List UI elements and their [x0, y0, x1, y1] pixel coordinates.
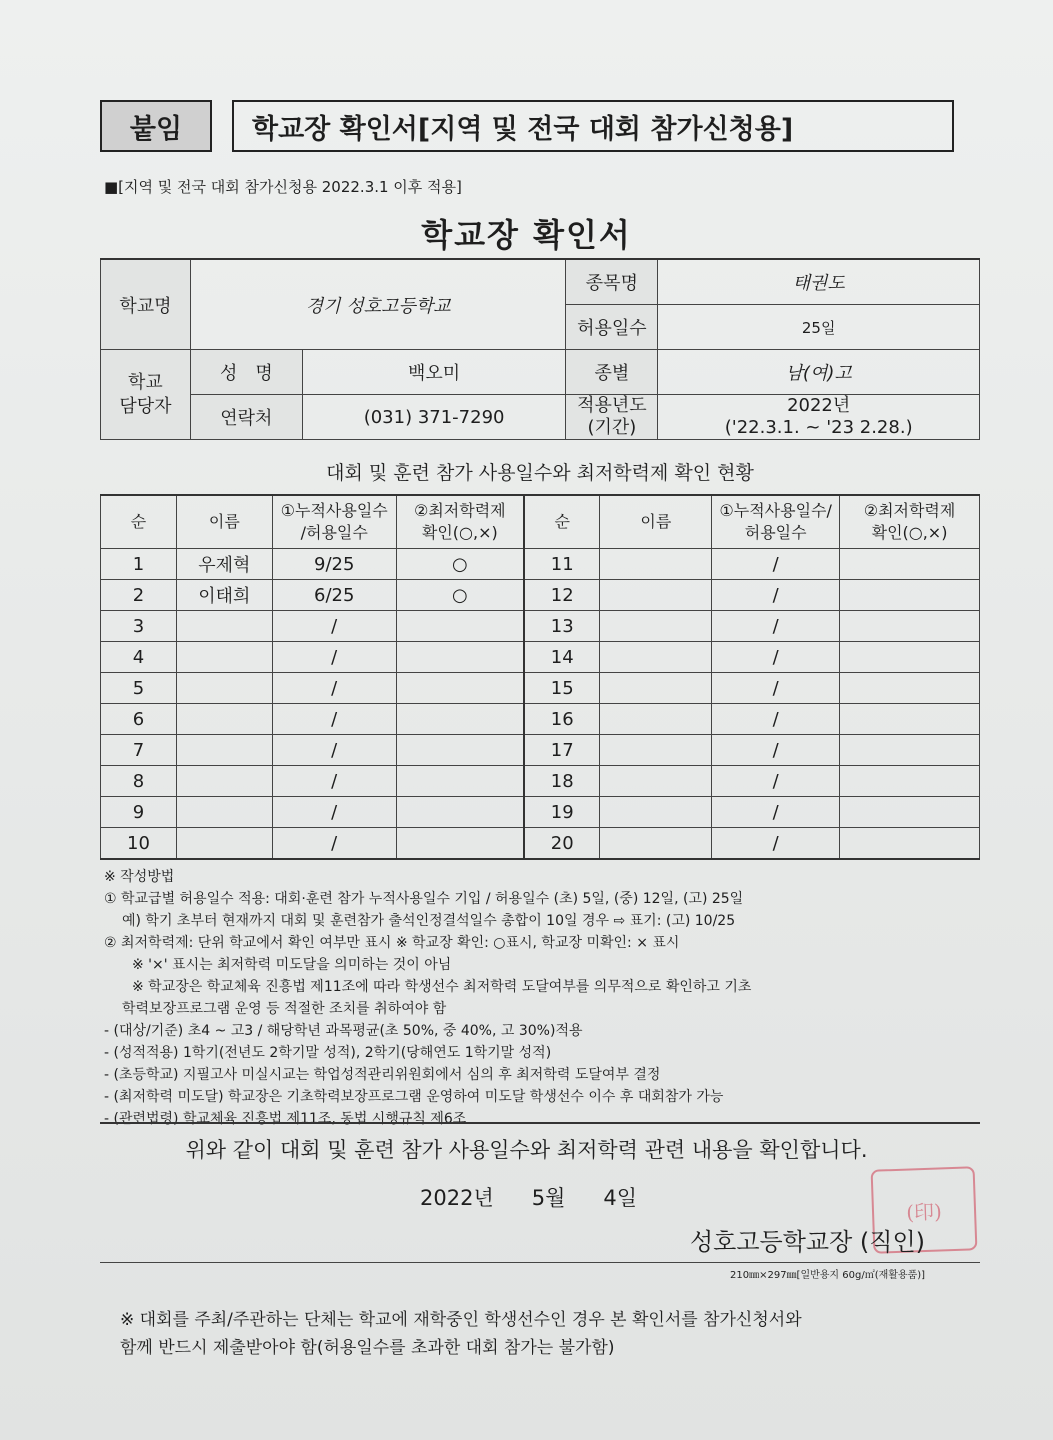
- sport-value: 태권도: [658, 259, 980, 305]
- cell-no: 12: [524, 580, 600, 611]
- allowed-days-value: 25일: [658, 305, 980, 350]
- cell-name: [176, 735, 272, 766]
- cell-days: /: [712, 828, 840, 860]
- cell-days: /: [272, 673, 396, 704]
- header-days-right: ①누적사용일수/ 허용일수: [712, 495, 840, 549]
- cell-no: 3: [101, 611, 177, 642]
- school-label: 학교명: [101, 259, 191, 350]
- instructions: [104, 866, 984, 1130]
- cell-name: [176, 797, 272, 828]
- note-line: - (성적적용) 1학기(전년도 2학기말 성적), 2학기(당해연도 1학기말 성적): [104, 1045, 552, 1061]
- date-month: 5월: [531, 1186, 566, 1210]
- cell-no: 14: [524, 642, 600, 673]
- cell-days: /: [272, 642, 396, 673]
- cell-name: [176, 611, 272, 642]
- cell-check: [396, 797, 524, 828]
- cell-no: 10: [101, 828, 177, 860]
- cell-no: 1: [101, 549, 177, 580]
- cell-name: [600, 766, 712, 797]
- document-title: 학교장 확인서: [421, 216, 632, 254]
- cell-days: /: [272, 704, 396, 735]
- cell-check: [840, 642, 980, 673]
- header-name: 이름: [176, 495, 272, 549]
- cell-no: 20: [524, 828, 600, 860]
- note-line: - (초등학교) 지필고사 미실시교는 학업성적관리위원회에서 심의 후 최저학력 도달여부 결정: [104, 1067, 661, 1083]
- note-line: - (관련법령) 학교체육 진흥법 제11조, 동법 시행규칙 제6조: [104, 1111, 467, 1127]
- header-name-right: 이름: [600, 495, 712, 549]
- table-row: [101, 611, 980, 642]
- allowed-days-label: 허용일수: [566, 305, 658, 350]
- cell-check: [396, 673, 524, 704]
- cell-check: [396, 735, 524, 766]
- roster-subtitle: 대회 및 훈련 참가 사용일수와 최저학력제 확인 현황: [326, 462, 754, 484]
- header-no: 순: [101, 495, 177, 549]
- cell-name: [600, 828, 712, 860]
- cell-days: /: [272, 766, 396, 797]
- cell-check: [396, 642, 524, 673]
- cell-no: 16: [524, 704, 600, 735]
- cell-no: 7: [101, 735, 177, 766]
- year-value: 2022년 ('22.3.1. ~ '23 2.28.): [658, 395, 980, 440]
- divider: [100, 1122, 980, 1124]
- note-line: - (최저학력 미도달) 학교장은 기초학력보장프로그램 운영하여 미도달 학생선수 이수 후 대회참가 가능: [104, 1089, 724, 1105]
- cell-days: /: [712, 549, 840, 580]
- cell-days: /: [272, 828, 396, 860]
- cell-no: 6: [101, 704, 177, 735]
- cell-name: 이태희: [176, 580, 272, 611]
- contact-value: (031) 371-7290: [302, 395, 566, 440]
- cell-check: [840, 673, 980, 704]
- cell-days: /: [272, 735, 396, 766]
- cell-name: [176, 642, 272, 673]
- cell-check: [840, 735, 980, 766]
- cell-no: 9: [101, 797, 177, 828]
- cell-days: /: [712, 797, 840, 828]
- cell-check: [840, 766, 980, 797]
- cell-name: [176, 673, 272, 704]
- cell-name: [600, 642, 712, 673]
- header-check-right: ②최저학력제 확인(○,×): [840, 495, 980, 549]
- cell-days: /: [272, 611, 396, 642]
- cell-no: 15: [524, 673, 600, 704]
- date-day: 4일: [603, 1186, 638, 1210]
- cell-check: [840, 611, 980, 642]
- note-line: ※ 작성방법: [104, 869, 175, 885]
- cell-days: 6/25: [272, 580, 396, 611]
- cell-name: [176, 828, 272, 860]
- cell-check: [840, 549, 980, 580]
- cell-check: [840, 828, 980, 860]
- cell-check: [840, 580, 980, 611]
- cell-name: [600, 704, 712, 735]
- cell-check: ○: [396, 580, 524, 611]
- table-row: [101, 580, 980, 611]
- cell-days: 9/25: [272, 549, 396, 580]
- roster-table: [100, 494, 980, 860]
- cell-days: /: [712, 704, 840, 735]
- cell-days: /: [712, 766, 840, 797]
- note-line: ※ '×' 표시는 최저학력 미도달을 의미하는 것이 아님: [132, 957, 452, 973]
- note-line: ① 학교급별 허용일수 적용: 대회·훈련 참가 누적사용일수 기입 / 허용일수 (초) 5일, (중) 12일, (고) 25일: [104, 891, 744, 907]
- table-row: [101, 704, 980, 735]
- cell-days: /: [272, 797, 396, 828]
- cell-days: /: [712, 735, 840, 766]
- confirmation-statement: 위와 같이 대회 및 훈련 참가 사용일수와 최저학력 관련 내용을 확인합니다.: [185, 1138, 868, 1162]
- cell-no: 8: [101, 766, 177, 797]
- table-row: [101, 828, 980, 860]
- paper-spec: 210㎜×297㎜[일반용지 60g/㎡(재활용품)]: [730, 1270, 926, 1281]
- cell-days: /: [712, 642, 840, 673]
- table-row: [101, 549, 980, 580]
- name-value: 백오미: [302, 350, 566, 395]
- school-value: 경기 성호고등학교: [190, 259, 566, 350]
- divider: [100, 1262, 980, 1263]
- note-line: ※ 학교장은 학교체육 진흥법 제11조에 따라 학생선수 최저학력 도달여부를 의무적으로 확인하고 기초: [132, 979, 752, 995]
- sport-label: 종목명: [566, 259, 658, 305]
- cell-check: [396, 611, 524, 642]
- cell-check: [396, 766, 524, 797]
- official-seal: (印): [871, 1166, 978, 1254]
- cell-days: /: [712, 673, 840, 704]
- cell-name: 우제혁: [176, 549, 272, 580]
- note-line: ② 최저학력제: 단위 학교에서 확인 여부만 표시 ※ 학교장 확인: ○표시, 학교장 미확인: × 표시: [104, 935, 680, 951]
- manager-label: 학교 담당자: [101, 350, 191, 440]
- cell-no: 5: [101, 673, 177, 704]
- cell-check: [840, 797, 980, 828]
- header-no-right: 순: [524, 495, 600, 549]
- roster-body: [101, 549, 980, 860]
- attachment-label: 붙임: [100, 100, 212, 152]
- cell-name: [600, 673, 712, 704]
- info-table: [100, 258, 980, 440]
- cell-check: [396, 704, 524, 735]
- year-label: 적용년도 (기간): [566, 395, 658, 440]
- footer-note: ※ 대회를 주최/주관하는 단체는 학교에 재학중인 학생선수인 경우 본 확인서를 참가신청서와 함께 반드시 제출받아야 함(허용일수를 초과한 대회 참가는 불가함): [120, 1310, 802, 1358]
- cell-name: [176, 704, 272, 735]
- cell-check: [396, 828, 524, 860]
- cell-check: ○: [396, 549, 524, 580]
- gender-value: 남(여)고: [658, 350, 980, 395]
- cell-days: /: [712, 580, 840, 611]
- header-days: ①누적사용일수 /허용일수: [272, 495, 396, 549]
- cell-name: [176, 766, 272, 797]
- name-label: 성 명: [190, 350, 302, 395]
- note-line: - (대상/기준) 초4 ~ 고3 / 해당학년 과목평균(초 50%, 중 40%, 고 30%)적용: [104, 1023, 583, 1039]
- cell-name: [600, 549, 712, 580]
- cell-no: 19: [524, 797, 600, 828]
- header-title: 학교장 확인서[지역 및 전국 대회 참가신청용]: [232, 100, 954, 152]
- date-year: 2022년: [420, 1186, 494, 1210]
- cell-check: [840, 704, 980, 735]
- cell-no: 17: [524, 735, 600, 766]
- principal-signature: 성호고등학교장 (직인): [690, 1228, 926, 1256]
- cell-name: [600, 580, 712, 611]
- note-line: 학력보장프로그램 운영 등 적절한 조치를 취하여야 함: [122, 1001, 447, 1017]
- cell-no: 18: [524, 766, 600, 797]
- cell-no: 13: [524, 611, 600, 642]
- cell-days: /: [712, 611, 840, 642]
- issue-date: [420, 1182, 675, 1212]
- header-check: ②최저학력제 확인(○,×): [396, 495, 524, 549]
- cell-name: [600, 797, 712, 828]
- table-row: [101, 735, 980, 766]
- table-row: [101, 673, 980, 704]
- cell-no: 2: [101, 580, 177, 611]
- table-row: [101, 797, 980, 828]
- cell-name: [600, 611, 712, 642]
- applicability-note: ■[지역 및 전국 대회 참가신청용 2022.3.1 이후 적용]: [104, 178, 462, 196]
- note-line: 예) 학기 초부터 현재까지 대회 및 훈련참가 출석인정결석일수 총합이 10일 경우 ⇨ 표기: (고) 10/25: [122, 913, 736, 929]
- cell-name: [600, 735, 712, 766]
- table-row: [101, 766, 980, 797]
- cell-no: 11: [524, 549, 600, 580]
- contact-label: 연락처: [190, 395, 302, 440]
- gender-label: 종별: [566, 350, 658, 395]
- cell-no: 4: [101, 642, 177, 673]
- table-row: [101, 642, 980, 673]
